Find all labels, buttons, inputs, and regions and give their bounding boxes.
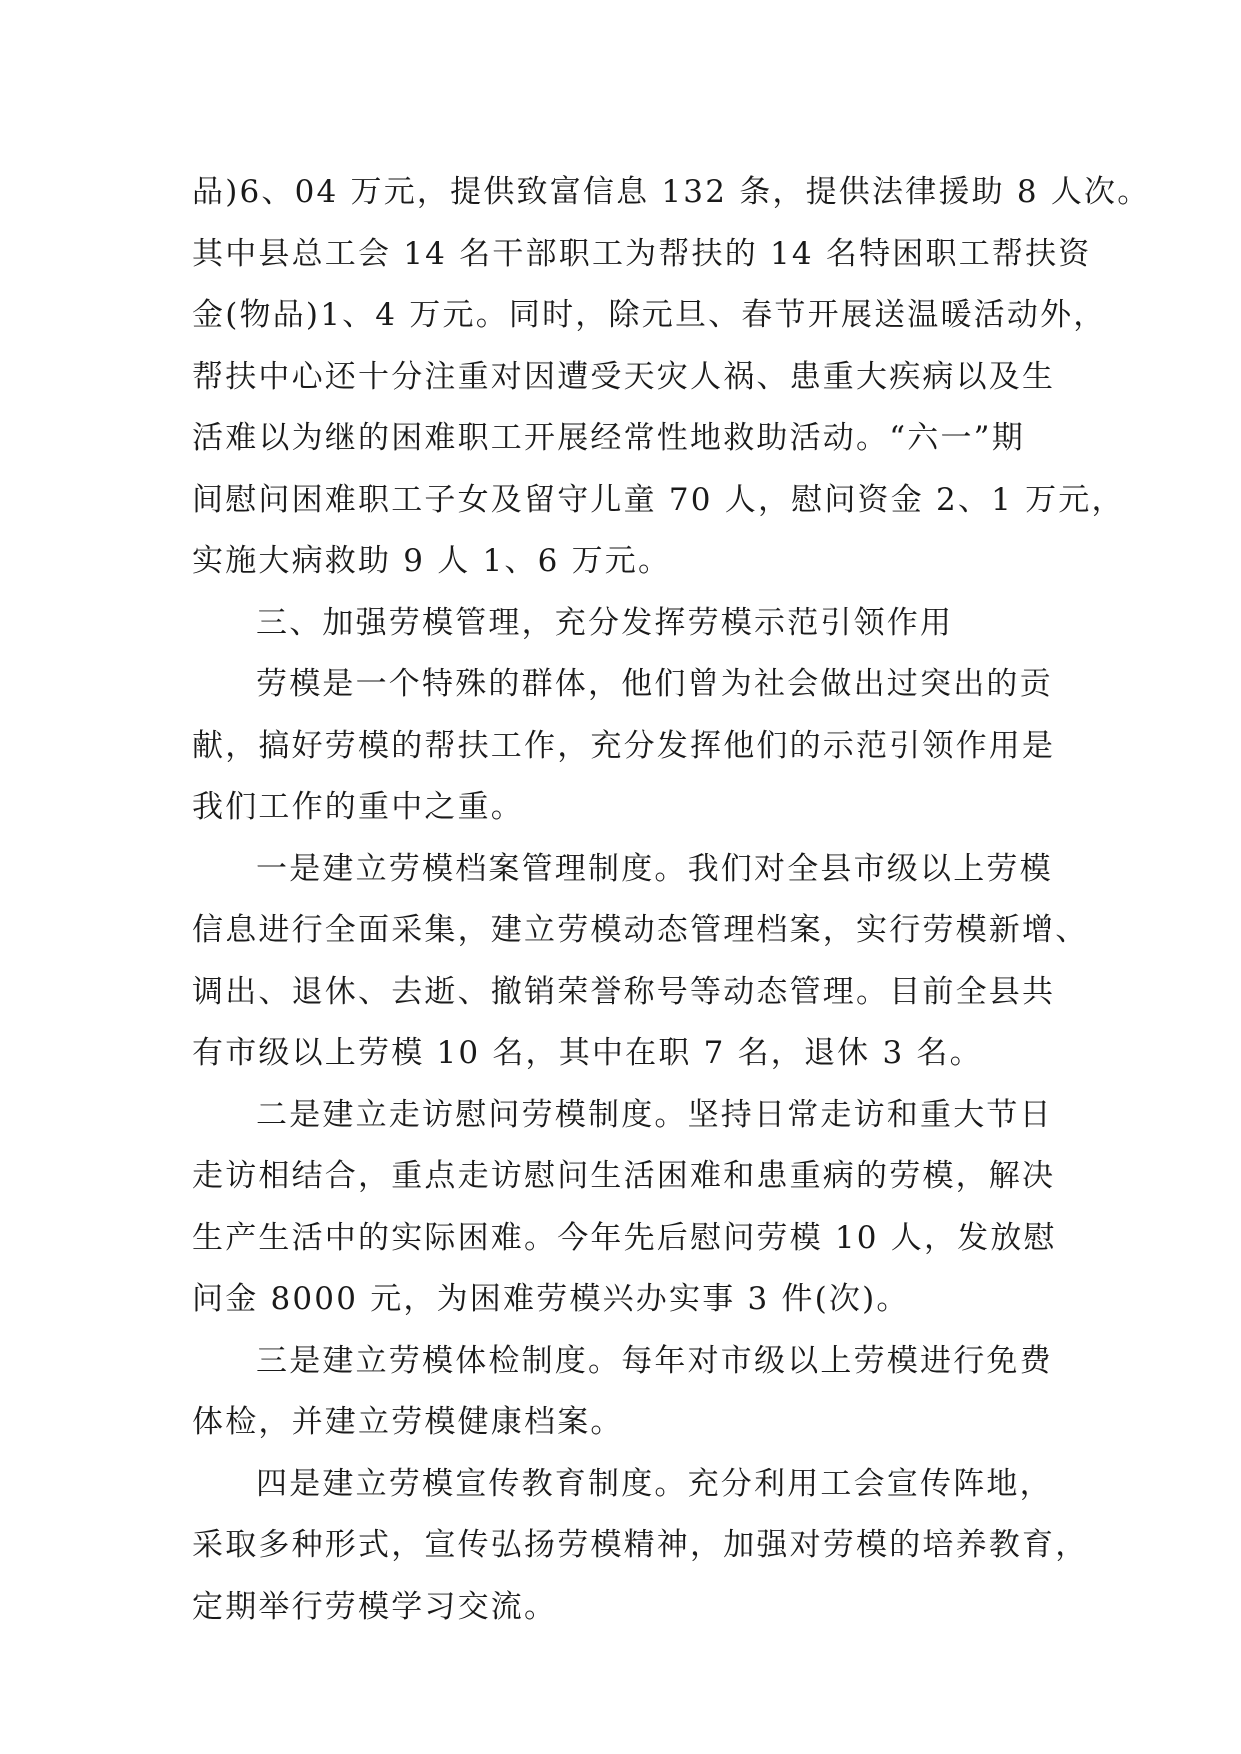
text-line: 定期举行劳模学习交流。 <box>192 1588 558 1625</box>
text-line: 间慰问困难职工子女及留守儿童 70 人，慰问资金 2、1 万元， <box>192 481 1125 518</box>
text-line: 二是建立走访慰问劳模制度。坚持日常走访和重大节日 <box>256 1096 1053 1133</box>
text-line: 走访相结合，重点走访慰问生活困难和患重病的劳模，解决 <box>192 1158 1056 1194</box>
text-line: 有市级以上劳模 10 名，其中在职 7 名，退休 3 名。 <box>192 1035 983 1071</box>
text-line: 金(物品)1、4 万元。同时，除元旦、春节开展送温暖活动外， <box>192 297 1107 333</box>
text-line: 生产生活中的实际困难。今年先后慰问劳模 10 人，发放慰 <box>192 1219 1057 1256</box>
section-heading: 三、加强劳模管理，充分发挥劳模示范引领作用 <box>256 604 954 641</box>
text-line: 其中县总工会 14 名干部职工为帮扶的 14 名特困职工帮扶资 <box>192 235 1092 272</box>
text-line: 四是建立劳模宣传教育制度。充分利用工会宣传阵地， <box>256 1465 1053 1502</box>
text-line: 帮扶中心还十分注重对因遭受天灾人祸、患重大疾病以及生 <box>192 358 1056 395</box>
text-line: 问金 8000 元，为困难劳模兴办实事 3 件(次)。 <box>192 1281 910 1317</box>
text-line: 体检，并建立劳模健康档案。 <box>192 1404 624 1440</box>
text-line: 品)6、04 万元，提供致富信息 132 条，提供法律援助 8 人次。 <box>192 174 1151 210</box>
text-line: 一是建立劳模档案管理制度。我们对全县市级以上劳模 <box>256 850 1053 887</box>
text-line: 献，搞好劳模的帮扶工作，充分发挥他们的示范引领作用是 <box>192 727 1056 764</box>
text-line: 信息进行全面采集，建立劳模动态管理档案，实行劳模新增、 <box>192 912 1089 948</box>
text-line: 调出、退休、去逝、撤销荣誉称号等动态管理。目前全县共 <box>192 973 1056 1010</box>
document-body <box>192 162 1151 1638</box>
text-line: 采取多种形式，宣传弘扬劳模精神，加强对劳模的培养教育， <box>192 1527 1089 1563</box>
text-line: 劳模是一个特殊的群体，他们曾为社会做出过突出的贡 <box>256 666 1053 702</box>
text-line: 三是建立劳模体检制度。每年对市级以上劳模进行免费 <box>256 1342 1053 1379</box>
text-line: 实施大病救助 9 人 1、6 万元。 <box>192 543 672 579</box>
text-line: 我们工作的重中之重。 <box>192 789 524 825</box>
text-line: 活难以为继的困难职工开展经常性地救助活动。“六一”期 <box>192 420 1025 456</box>
